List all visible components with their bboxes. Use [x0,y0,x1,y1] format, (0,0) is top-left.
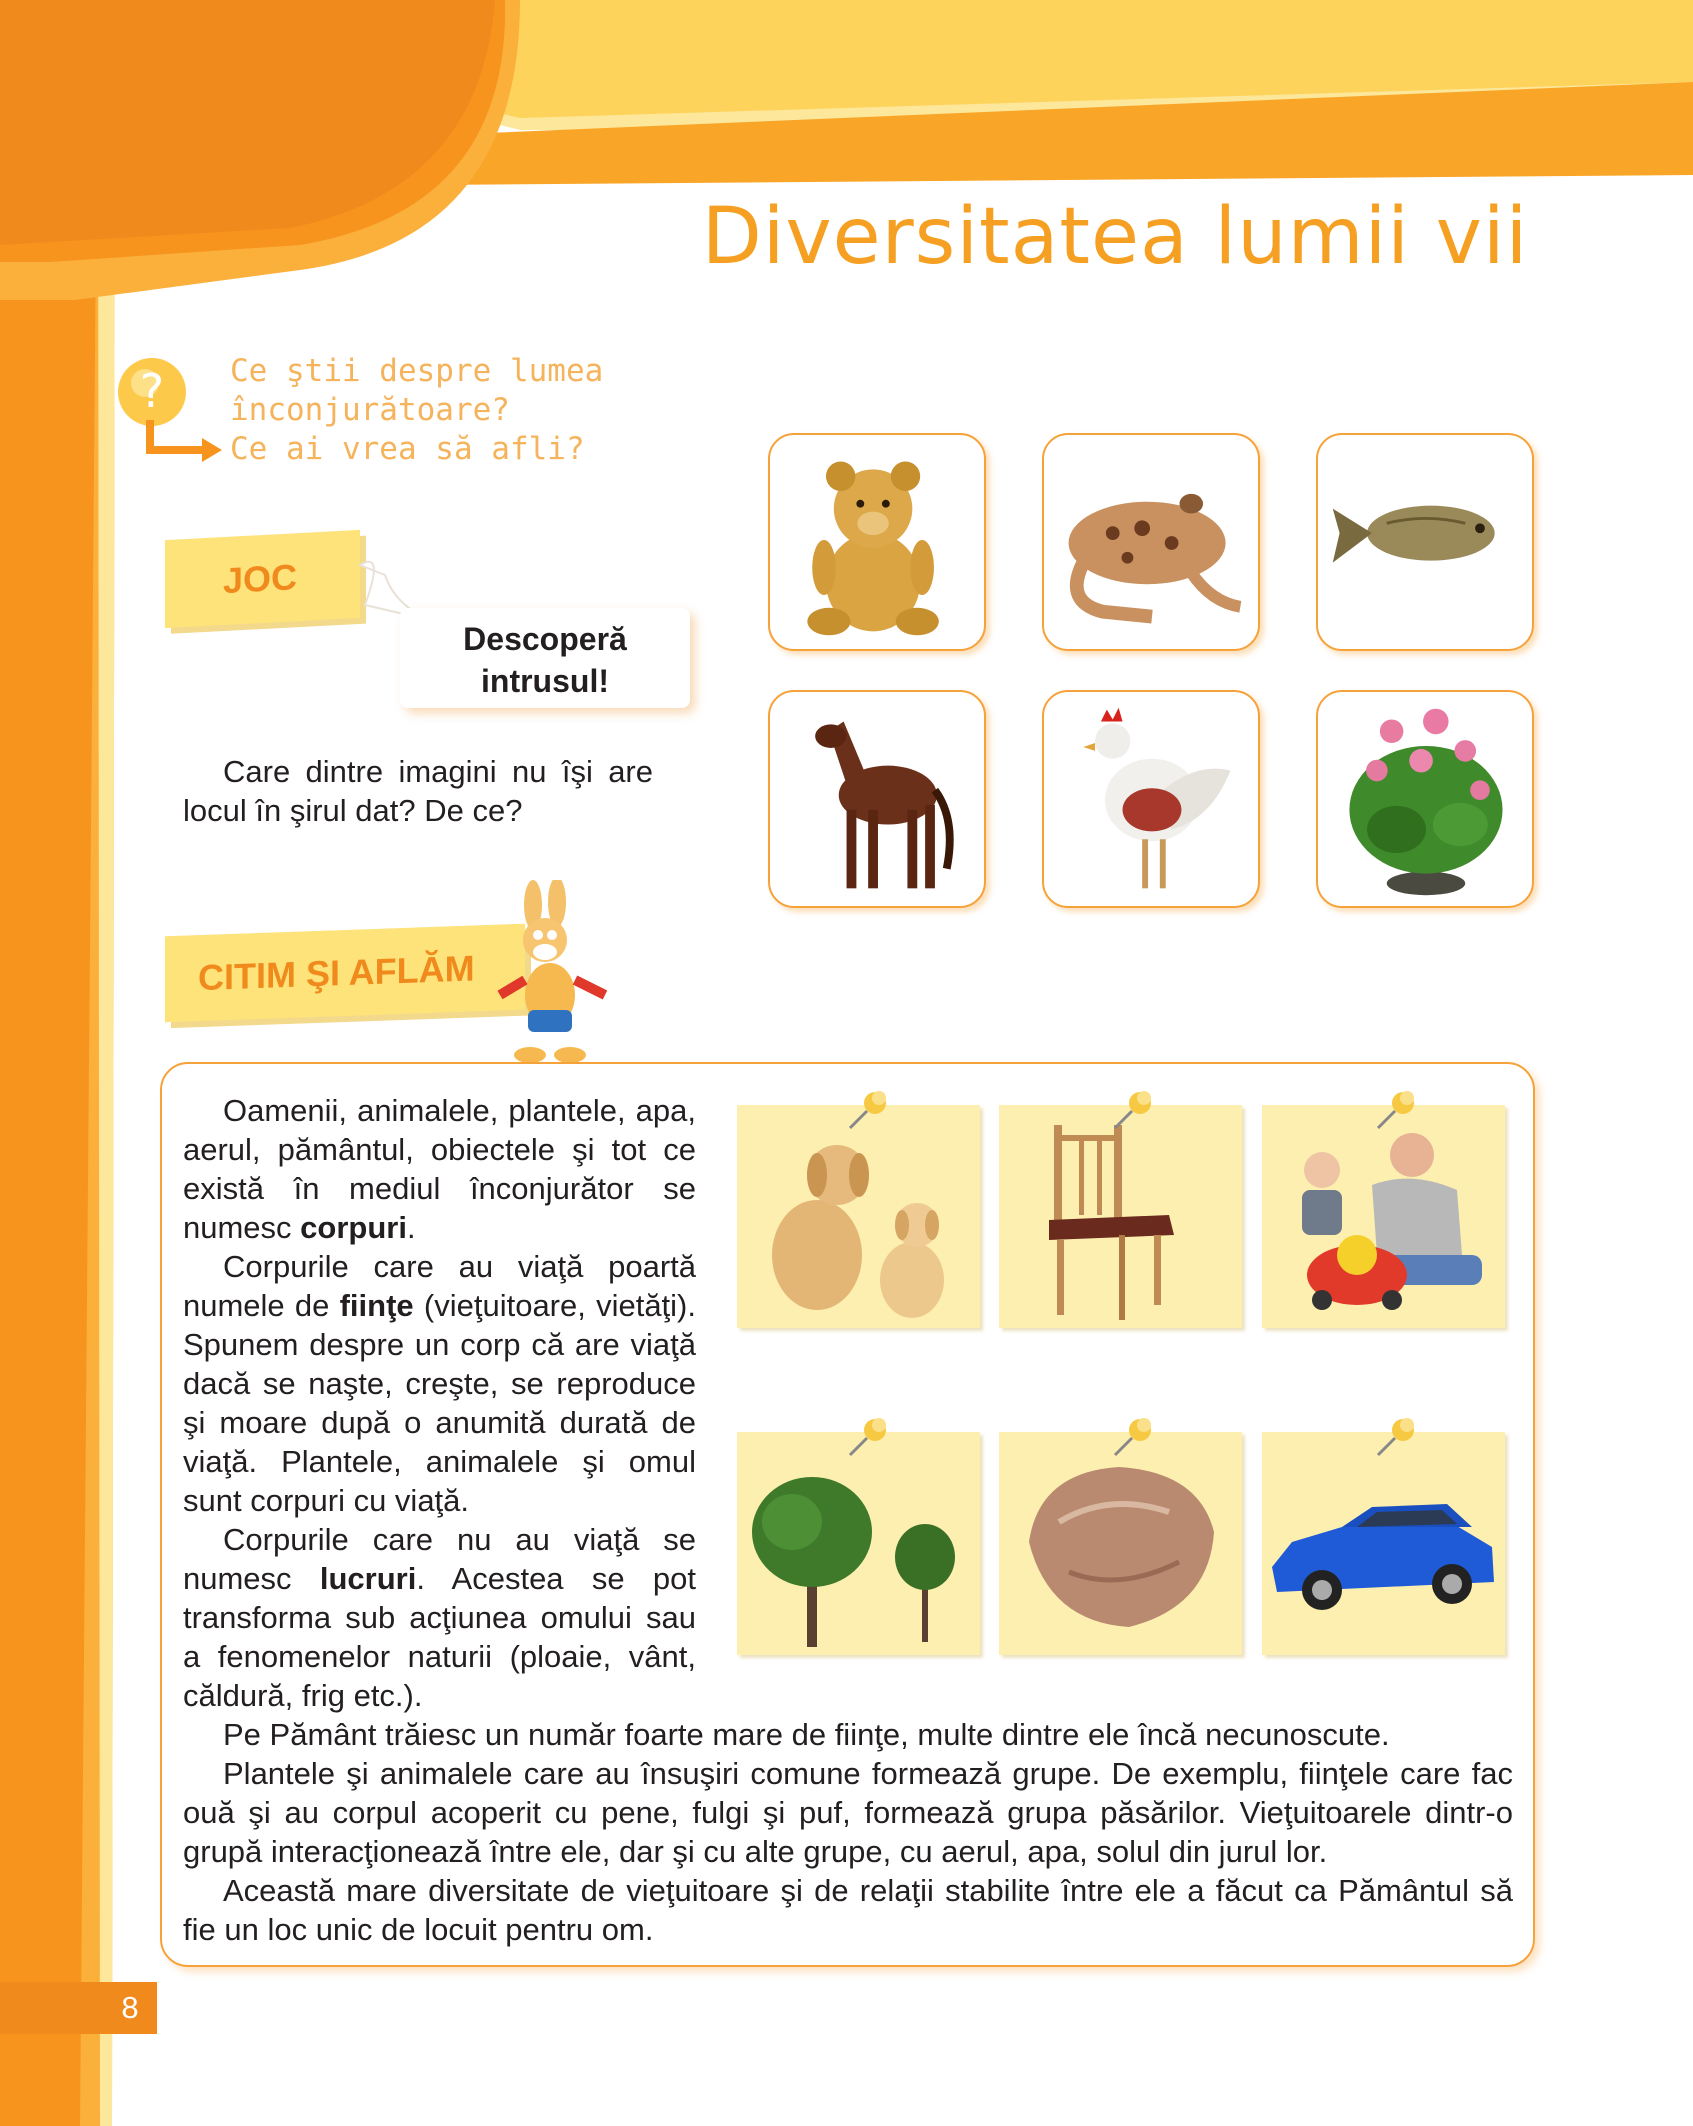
pushpin-icon [1373,1083,1423,1133]
term-lucruri: lucruri [319,1561,417,1596]
photo-dogs[interactable] [737,1105,980,1328]
frog-tile[interactable] [1042,433,1260,651]
p1-end: . [406,1210,416,1245]
question-mark-icon [115,355,190,430]
flower-pot-icon [1318,692,1532,906]
question-line-2: înconjurătoare? [230,392,510,428]
speech-line-1: Descoperă [463,621,627,657]
paragraph-grupe: Plantele şi animalele care au însuşiri comune formează grupe. De exemplu, fiinţele care fac ouă şi au corpul acoperit cu pene, fulgi şi puf, formează grupa păsărilor. Vieţuitoarele dintr-o grupă interacţionează între ele, dar şi cu alte grupe, cu aerul, apa, solul din jurul lor. [183,1756,1513,1869]
pushpin-icon [1373,1410,1423,1460]
rock-icon [999,1432,1242,1655]
page-title: Diversitatea lumii vii [701,192,1529,282]
trees-icon [737,1432,980,1655]
p2-text: Corpurile care au viaţă poartă numele de [183,1249,696,1323]
term-corpuri: corpuri [300,1210,407,1245]
chair-icon [999,1105,1242,1328]
fish-tile[interactable] [1316,433,1534,651]
p1-text: Oamenii, animalele, plantele, apa, aerul, pământul, obiectele şi tot ce există în mediul înconjurător se numesc [183,1093,696,1245]
photo-trees[interactable] [737,1432,980,1655]
photo-father-child[interactable] [1262,1105,1505,1328]
p3-end: . Acestea se pot transforma sub acţiunea omului sau a fenomenelor naturii (ploaie, vânt, căldură, frig etc.). [183,1561,696,1713]
joc-tag: JOC [165,530,360,628]
intro-column [183,1091,696,1715]
paragraph-diversitate: Această mare diversitate de vieţuitoare şi de relaţii stabilite între ele a făcut ca Pământul să fie un loc unic de locuit pentru om. [183,1873,1513,1947]
teddy-bear-icon [770,435,984,649]
full-width-text [183,1715,1513,1949]
question-prompt [230,352,610,469]
rabbit-mascot-icon [495,880,615,1065]
pushpin-icon [845,1083,895,1133]
horse-icon [770,692,984,906]
pushpin-icon [1110,1083,1160,1133]
photo-car[interactable] [1262,1432,1505,1655]
citim-tag: CITIM ŞI AFLĂM [165,924,525,1023]
speech-line-2: intrusul! [481,663,609,699]
fish-icon [1318,435,1532,649]
joc-question: Care dintre imagini nu îşi are locul în şirul dat? De ce? [183,754,653,828]
flower-pot-tile[interactable] [1316,690,1534,908]
paragraph-lucruri [183,1520,696,1715]
speech-bubble [400,608,690,708]
dogs-icon [737,1105,980,1328]
horse-tile[interactable] [768,690,986,908]
svg-text:?: ? [139,364,165,418]
paragraph-fiinte-pamant: Pe Pământ trăiesc un număr foarte mare de fiinţe, multe dintre ele încă necunoscute. [223,1717,1390,1752]
p2-end: (vieţuitoare, vietăţi). Spunem despre un corp că are viaţă dacă se naşte, creşte, se reproduce şi moare după o anumită durată de viaţă. Plantele, animalele şi omul sunt corpuri cu viaţă. [183,1288,696,1518]
paragraph-fiinte [183,1247,696,1520]
question-line-1: Ce ştii despre lumea [230,353,604,389]
teddy-bear-tile[interactable] [768,433,986,651]
question-line-3: Ce ai vrea să afli? [230,431,585,467]
rooster-tile[interactable] [1042,690,1260,908]
pushpin-icon [845,1410,895,1460]
pushpin-icon [1110,1410,1160,1460]
page-number: 8 [121,1990,139,2025]
car-icon [1262,1432,1505,1655]
photo-rock[interactable] [999,1432,1242,1655]
term-fiinte: fiinţe [339,1288,414,1323]
photo-chair[interactable] [999,1105,1242,1328]
rooster-icon [1044,692,1258,906]
paragraph-corpuri [183,1091,696,1247]
p3-text: Corpurile care nu au viaţă se numesc [183,1522,696,1596]
family-icon [1262,1105,1505,1328]
arrow-right-icon [140,420,225,465]
frog-icon [1044,435,1258,649]
